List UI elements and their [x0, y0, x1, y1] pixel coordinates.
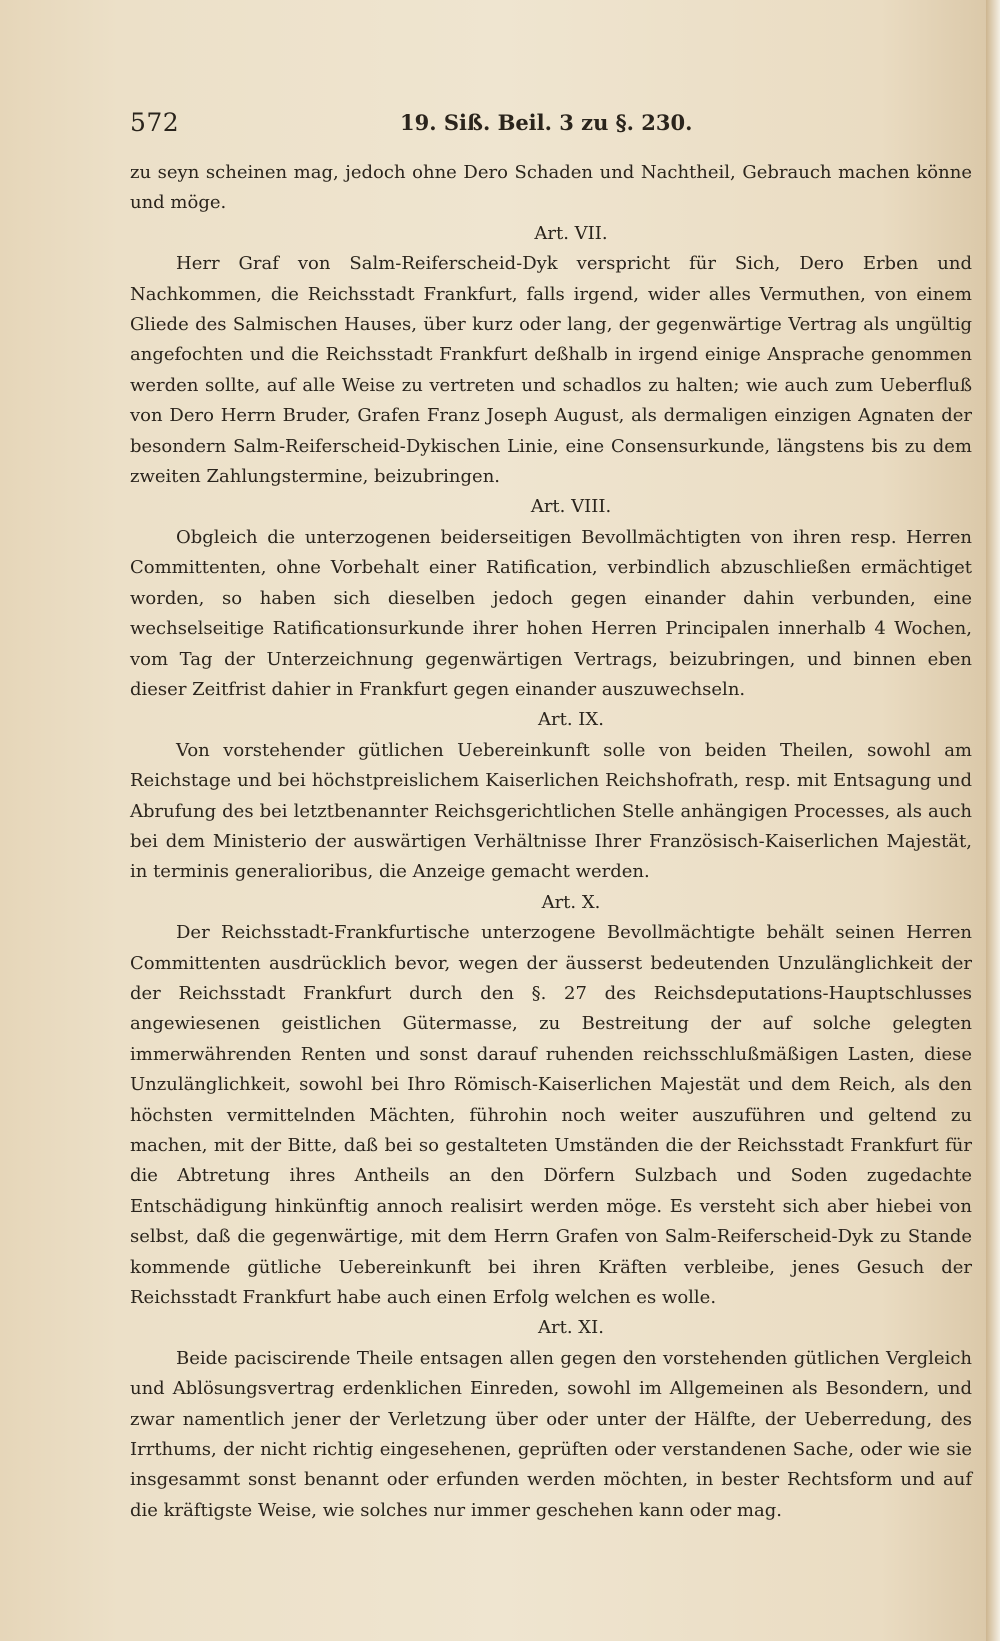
article-paragraph: Herr Graf von Salm-Reiferscheid-Dyk verspricht für Sich, Dero Erben und Nachkommen, die Reichsstadt Frankfurt, falls irgend, wider alles Vermuthen, von einem Gliede des Salmischen Hauses, über kurz oder lang, der gegenwärtige Vertrag als ungültig angefochten und die Reichsstadt Frankfurt deßhalb in irgend einige Ansprache genommen werden sollte, auf alle Weise zu vertreten und schadlos zu halten; wie auch zum Ueberfluß von Dero Herrn Bruder, Grafen Franz Joseph August, als dermaligen einzigen Agnaten der besondern Salm-Reiferscheid-Dykischen Linie, eine Consensurkunde, längstens bis zu dem zweiten Zahlungstermine, beizubringen. — [130, 253, 972, 488]
article-paragraph: Obgleich die unterzogenen beiderseitigen Bevollmächtigten von ihren resp. Herren Committenten, ohne Vorbehalt einer Ratification, verbindlich abzuschließen ermächtiget worden, so haben sich dieselben jedoch gegen einander dahin verbunden, eine wechselseitige Ratificationsurkunde ihrer hohen Herren Principalen innerhalb 4 Wochen, vom Tag der Unterzeichnung gegenwärtigen Vertrags, beizubringen, und binnen eben dieser Zeitfrist dahier in Frankfurt gegen einander auszuwechseln. — [130, 526, 972, 700]
article-heading: Art. VII. — [534, 222, 608, 244]
article-paragraph: Von vorstehender gütlichen Uebereinkunft solle von beiden Theilen, sowohl am Reichstage und bei höchstpreislichem Kaiserlichen Reichshofrath, resp. mit Entsagung und Abrufung des bei letztbenannter Reichsgerichtlichen Stelle anhängigen Processes, als auch bei dem Ministerio der auswärtigen Verhältnisse Ihrer Französisch-Kaiserlichen Majestät, in terminis generalioribus, die Anzeige gemacht werden. — [130, 739, 972, 883]
article-heading: Art. IX. — [538, 709, 604, 731]
page-number: 572 — [130, 108, 180, 137]
article-heading: Art. X. — [541, 891, 601, 913]
article-heading: Art. VIII. — [530, 496, 612, 518]
page-edge — [986, 0, 1000, 1641]
article-heading: Art. XI. — [538, 1317, 604, 1339]
page-header — [130, 108, 972, 150]
page-content — [130, 108, 972, 1526]
running-head: 19. Siß. Beil. 3 zu §. 230. — [400, 110, 693, 135]
article-paragraph: Der Reichsstadt-Frankfurtische unterzogene Bevollmächtigte behält seinen Herren Committenten ausdrücklich bevor, wegen der äusserst bedeutenden Unzulänglichkeit der der Reichsstadt Frankfurt durch den §. 27 des Reichsdeputations-Hauptschlusses angewiesenen geistlichen Gütermasse, zu Bestreitung der auf solche gelegten immerwährenden Renten und sonst darauf ruhenden reichsschlußmäßigen Lasten, diese Unzulänglichkeit, sowohl bei Ihro Römisch-Kaiserlichen Majestät und dem Reich, als den höchsten vermittelnden Mächten, führohin noch weiter auszuführen und geltend zu machen, mit der Bitte, daß bei so gestalteten Umständen die der Reichsstadt Frankfurt für die Abtretung ihres Antheils an den Dörfern Sulzbach und Soden zugedachte Entschädigung hinkünftig annoch realisirt werden möge. Es versteht sich aber hiebei von selbst, daß die gegenwärtige, mit dem Herrn Grafen von Salm-Reiferscheid-Dyk zu Stande kommende gütliche Uebereinkunft bei ihren Kräften verbleibe, jenes Gesuch der Reichsstadt Frankfurt habe auch einen Erfolg welchen es wolle. — [130, 922, 972, 1309]
article-paragraph: Beide paciscirende Theile entsagen allen gegen den vorstehenden gütlichen Vergleich und Ablösungsvertrag erdenklichen Einreden, sowohl im Allgemeinen als Besondern, und zwar namentlich jener der Verletzung über oder unter der Hälfte, der Ueberredung, des Irrthums, der nicht richtig eingesehenen, geprüften oder verstandenen Sache, oder wie sie insgesammt sonst benannt oder erfunden werden möchten, in bester Rechtsform und auf die kräftigste Weise, wie solches nur immer geschehen kann oder mag. — [130, 1347, 972, 1521]
document-body — [130, 158, 972, 1526]
continued-paragraph: zu seyn scheinen mag, jedoch ohne Dero Schaden und Nachtheil, Gebrauch machen könne und möge. — [130, 162, 972, 214]
